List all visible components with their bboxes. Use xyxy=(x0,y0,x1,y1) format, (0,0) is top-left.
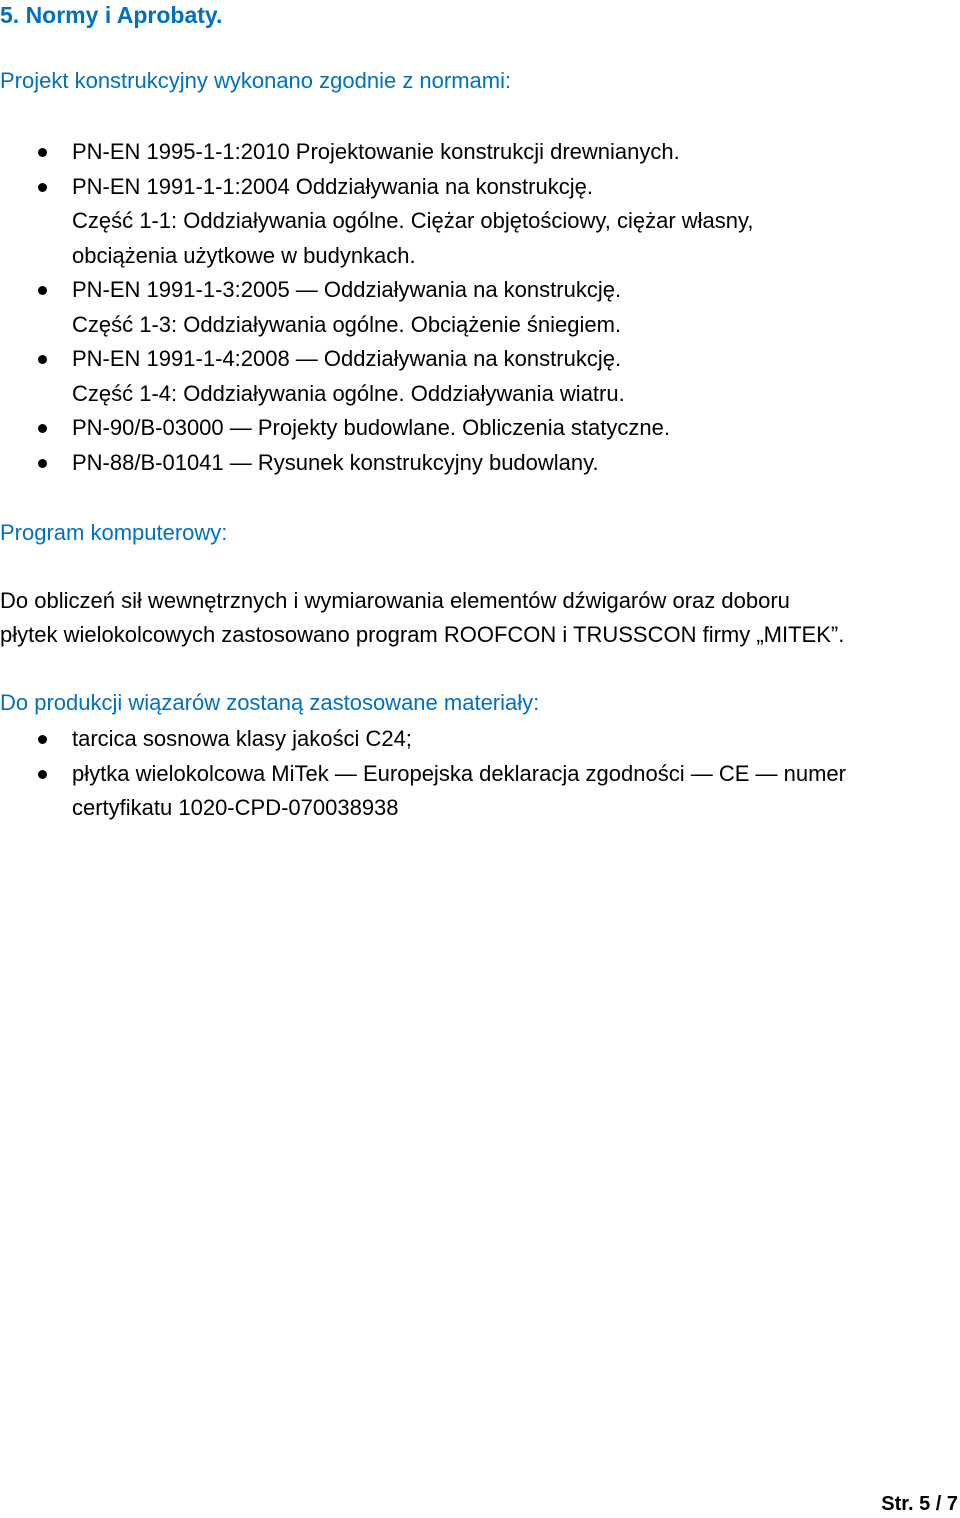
bullet-icon xyxy=(38,183,47,192)
list-item xyxy=(0,342,960,411)
program-heading: Program komputerowy: xyxy=(0,520,228,545)
intro-text: Projekt konstrukcyjny wykonano zgodnie z normami: xyxy=(0,68,512,93)
bullet-icon xyxy=(38,148,47,157)
list-item xyxy=(0,135,960,170)
norms-list xyxy=(0,135,960,480)
section-title: 5. Normy i Aprobaty. xyxy=(0,2,223,28)
norm-text: PN-EN 1991-1-4:2008 — Oddziaływania na konstrukcję. Część 1-4: Oddziaływania ogólne. Oddziaływania wiatru. xyxy=(72,346,625,406)
bullet-icon xyxy=(38,770,47,779)
norm-text: PN-EN 1991-1-1:2004 Oddziaływania na konstrukcję. Część 1-1: Oddziaływania ogólne. Ciężar objętościowy, ciężar własny, obciążenia użytkowe w budynkach. xyxy=(72,173,754,268)
bullet-icon xyxy=(38,286,47,295)
program-text-line-2: płytek wielokolcowych zastosowano program ROOFCON i TRUSSCON firmy „MITEK”. xyxy=(0,622,845,647)
materials-heading: Do produkcji wiązarów zostaną zastosowane materiały: xyxy=(0,690,540,715)
bullet-icon xyxy=(38,735,47,744)
list-item xyxy=(0,446,960,481)
list-item xyxy=(0,273,960,342)
bullet-icon xyxy=(38,459,47,468)
bullet-icon xyxy=(38,424,47,433)
list-item xyxy=(0,170,960,274)
page-number: Str. 5 / 7 xyxy=(881,1493,958,1515)
list-item xyxy=(0,757,960,826)
norm-text: PN-88/B-01041 — Rysunek konstrukcyjny budowlany. xyxy=(72,449,599,475)
material-text: płytka wielokolcowa MiTek — Europejska deklaracja zgodności — CE — numer certyfikatu 1020-CPD-070038938 xyxy=(72,760,846,820)
norm-text: PN-EN 1991-1-3:2005 — Oddziaływania na konstrukcję. Część 1-3: Oddziaływania ogólne. Obciążenie śniegiem. xyxy=(72,277,622,337)
program-text-line-1: Do obliczeń sił wewnętrznych i wymiarowania elementów dźwigarów oraz doboru xyxy=(0,588,790,613)
material-text: tarcica sosnowa klasy jakości C24; xyxy=(72,726,412,751)
norm-text: PN-90/B-03000 — Projekty budowlane. Obliczenia statyczne. xyxy=(72,415,670,440)
bullet-icon xyxy=(38,355,47,364)
list-item xyxy=(0,411,960,446)
norm-text: PN-EN 1995-1-1:2010 Projektowanie konstrukcji drewnianych. xyxy=(72,139,680,164)
materials-list xyxy=(0,722,960,826)
list-item xyxy=(0,722,960,757)
